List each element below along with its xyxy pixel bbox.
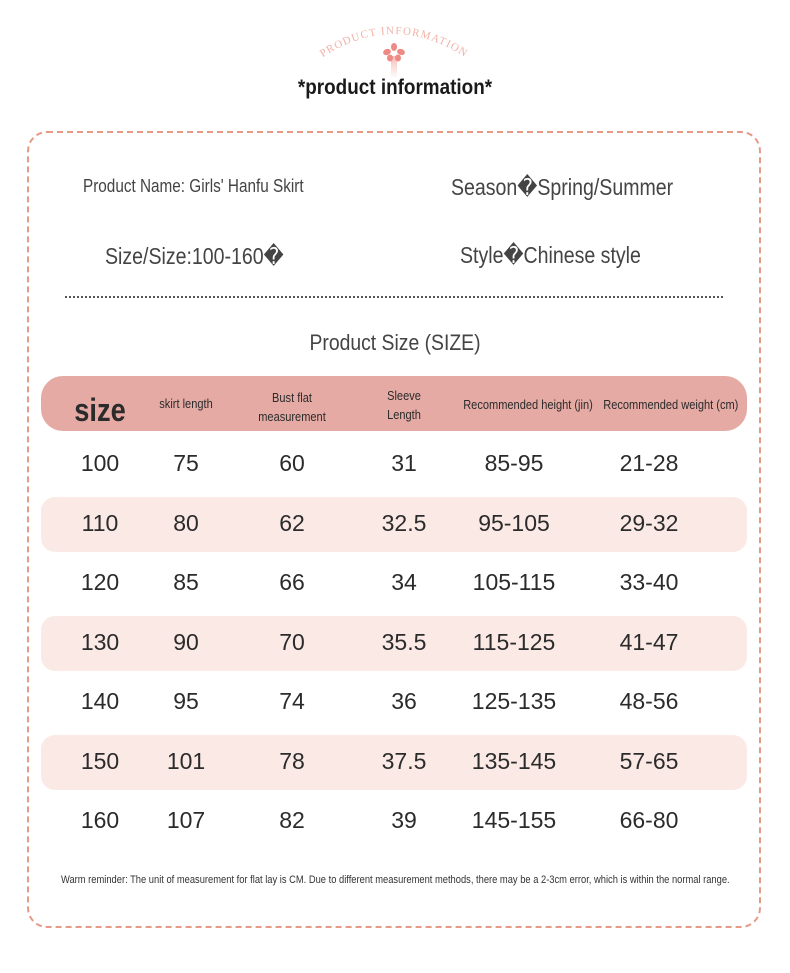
cell-weight: 33-40	[619, 569, 679, 595]
cell-sleeve: 36	[391, 688, 417, 714]
cell-size: 110	[81, 509, 119, 536]
dotted-divider	[65, 296, 723, 298]
cell-size: 140	[80, 688, 120, 714]
cell-size: 160	[80, 807, 120, 833]
season-info: Season�Spring/Summer	[451, 174, 674, 200]
cell-size: 100	[80, 450, 120, 476]
cell-height: 145-155	[471, 807, 557, 833]
cell-bust: 78	[279, 747, 305, 774]
style-info: Style�Chinese style	[460, 242, 641, 268]
header-size: size	[74, 392, 126, 428]
cell-skirt-length: 80	[173, 509, 199, 536]
cell-weight: 48-56	[619, 688, 679, 714]
cell-bust: 62	[279, 509, 305, 536]
cell-height: 95-105	[478, 509, 550, 536]
cell-sleeve: 35.5	[381, 628, 427, 655]
page-title: *product information*	[297, 76, 493, 99]
cell-bust: 66	[279, 569, 305, 595]
cell-skirt-length: 90	[173, 628, 199, 655]
cell-skirt-length: 75	[173, 450, 199, 476]
cell-skirt-length: 107	[166, 807, 206, 833]
cell-sleeve: 31	[391, 450, 417, 476]
product-name: Product Name: Girls' Hanfu Skirt	[83, 176, 304, 196]
size-table-title: Product Size (SIZE)	[309, 330, 481, 355]
cell-weight: 29-32	[619, 509, 679, 536]
cell-height: 125-135	[471, 688, 557, 714]
cell-size: 130	[80, 628, 120, 655]
cell-height: 105-115	[472, 569, 556, 595]
cell-size: 150	[80, 747, 120, 774]
cell-skirt-length: 101	[166, 747, 206, 774]
cell-weight: 57-65	[619, 747, 679, 774]
header-sleeve-1: Sleeve	[387, 388, 421, 403]
cell-weight: 66-80	[619, 807, 679, 833]
header-bust-1: Bust flat	[272, 390, 312, 405]
cell-sleeve: 39	[391, 807, 417, 833]
cell-height: 135-145	[471, 747, 557, 774]
cell-height: 115-125	[472, 628, 556, 655]
cell-skirt-length: 95	[173, 688, 199, 714]
cell-bust: 82	[279, 807, 305, 833]
cell-size: 120	[80, 569, 120, 595]
header-skirt-length: skirt length	[159, 396, 213, 411]
arc-text: PRODUCT INFORMATION	[317, 24, 471, 60]
header-height: Recommended height (jin)	[463, 397, 593, 412]
header-bust-2: measurement	[258, 409, 326, 424]
cell-bust: 70	[279, 628, 305, 655]
cell-sleeve: 32.5	[381, 509, 427, 536]
header-sleeve-2: Length	[387, 407, 421, 422]
cell-skirt-length: 85	[173, 569, 199, 595]
cell-weight: 21-28	[619, 450, 679, 476]
cell-sleeve: 37.5	[381, 747, 427, 774]
header-weight: Recommended weight (cm)	[603, 397, 739, 412]
cell-sleeve: 34	[391, 569, 417, 595]
cell-height: 85-95	[484, 450, 544, 476]
warm-reminder	[0, 874, 790, 886]
warm-reminder-text: Warm reminder: The unit of measurement for flat lay is CM. Due to different measurement methods, there may be a 2-3cm error, which is within the normal range.	[60, 874, 730, 886]
cell-bust: 74	[279, 688, 305, 714]
flower-icon	[382, 42, 406, 78]
size-range-info: Size/Size:100-160�	[105, 243, 284, 269]
cell-bust: 60	[279, 450, 305, 476]
cell-weight: 41-47	[619, 628, 679, 655]
